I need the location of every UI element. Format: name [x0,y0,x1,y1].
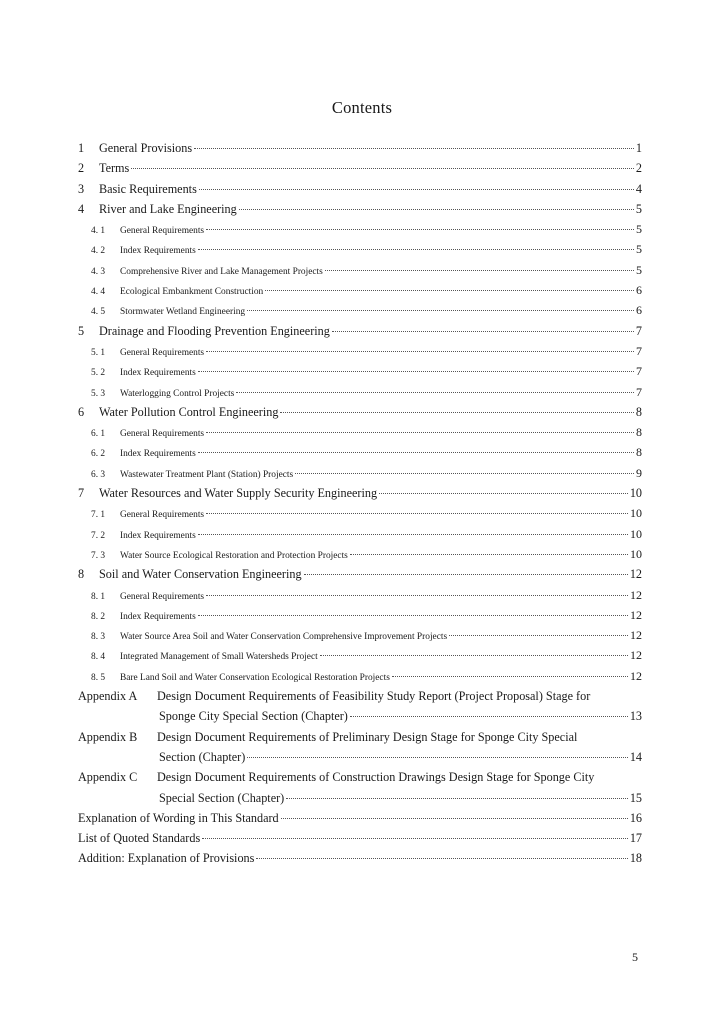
entry-number: 6. 1 [91,429,106,440]
toc-entry-4-1[interactable] [78,222,642,242]
entry-page: 18 [629,851,642,866]
entry-number: 6 [78,404,85,419]
dot-leader [239,209,634,210]
toc-entry-8-4[interactable] [78,648,642,668]
entry-page: 10 [630,526,642,541]
toc-entry-5-3[interactable] [78,385,642,405]
toc-appendix-a-line1[interactable] [78,689,642,709]
entry-label: General Requirements [120,226,205,237]
entry-page: 13 [629,709,642,724]
entry-page: 10 [630,506,642,521]
entry-label: Water Source Ecological Restoration and Protection Projects [120,550,348,561]
entry-number: 1 [78,141,85,155]
entry-number: 4. 4 [91,287,106,298]
entry-number: 7. 2 [91,530,106,541]
entry-label: River and Lake Engineering [99,201,237,216]
entry-number: 5. 1 [91,347,106,358]
page-title: Contents [331,98,393,117]
toc-entry-quoted-standards[interactable] [78,831,642,851]
toc-entry-8-5[interactable] [78,669,642,689]
entry-page: 12 [630,628,642,643]
entry-page: 5 [636,222,642,237]
entry-number: 4. 2 [91,246,106,257]
entry-number: 7. 3 [91,550,106,561]
entry-page: 4 [635,181,642,196]
entry-label: Water Pollution Control Engineering [99,404,279,419]
entry-label: Basic Requirements [99,181,197,196]
entry-label: Drainage and Flooding Prevention Engineering [99,323,330,338]
entry-label: Water Resources and Water Supply Security Engineering [99,486,378,501]
dot-leader [304,574,628,575]
entry-label: General Provisions [99,141,193,155]
dot-leader [202,838,628,839]
entry-page: 15 [629,790,642,805]
toc-appendix-c-line1[interactable] [78,770,642,790]
entry-label-continued: Sponge City Special Section (Chapter) [159,709,348,724]
entry-label: General Requirements [120,347,205,358]
entry-page: 10 [629,486,642,501]
entry-page: 14 [629,749,642,764]
entry-page: 2 [635,161,642,176]
entry-number: 6. 3 [91,469,106,480]
toc-entry-7[interactable] [78,486,642,506]
entry-page: 12 [630,607,642,622]
entry-label: Ecological Embankment Construction [120,287,264,298]
entry-number: 5. 2 [91,368,106,379]
entry-number: 7 [78,486,85,501]
entry-page: 8 [635,404,642,419]
entry-label: Comprehensive River and Lake Management Projects [120,266,323,277]
dot-leader [280,412,633,413]
dot-leader [286,798,628,799]
toc-entry-8[interactable] [78,567,642,587]
dot-leader [206,513,628,514]
entry-label: Explanation of Wording in This Standard [78,810,279,825]
dot-leader [206,432,634,433]
entry-label: Index Requirements [120,449,196,460]
entry-page: 16 [629,810,642,825]
toc-entry-4-2[interactable] [78,242,642,262]
dot-leader [265,290,634,291]
dot-leader [131,168,634,169]
toc-appendix-c-line2[interactable] [78,791,642,811]
toc-entry-4-3[interactable] [78,263,642,283]
entry-page: 5 [635,201,642,216]
entry-label: Index Requirements [120,611,196,622]
entry-label: Index Requirements [120,246,196,257]
entry-number: 4. 3 [91,266,106,277]
entry-label: Water Source Area Soil and Water Conservation Comprehensive Improvement Projects [120,632,448,643]
entry-number: 8. 2 [91,611,106,622]
entry-page: 8 [636,445,642,460]
toc-entry-5-1[interactable] [78,344,642,364]
entry-number: 8. 1 [91,591,106,602]
entry-number: 8. 5 [91,672,106,683]
entry-label-continued: Special Section (Chapter) [159,790,285,805]
dot-leader [247,757,628,758]
entry-label: Integrated Management of Small Watersheds Project [120,652,318,663]
entry-number: 5. 3 [91,388,106,399]
entry-number: 4 [78,201,85,216]
dot-leader [392,676,628,677]
entry-label: Design Document Requirements of Construction Drawings Design Stage for Sponge City [157,770,595,785]
toc-entry-6[interactable] [78,405,642,425]
entry-label: Terms [99,161,130,176]
dot-leader [320,655,628,656]
appendix-heading: Appendix A [78,689,138,704]
dot-leader [206,595,628,596]
page-number: 5 [632,950,638,964]
entry-page: 1 [635,141,642,155]
entry-label: Waterlogging Control Projects [120,388,235,399]
dot-leader [199,189,634,190]
toc-appendix-b-line2[interactable] [78,750,642,770]
dot-leader [256,858,627,859]
entry-page: 7 [636,364,642,379]
dot-leader [247,310,634,311]
entry-page: 7 [635,323,642,338]
toc-entry-4-4[interactable] [78,283,642,303]
toc-entry-8-2[interactable] [78,608,642,628]
toc-entry-3[interactable] [78,182,642,202]
toc-entry-7-2[interactable] [78,527,642,547]
dot-leader [325,270,634,271]
entry-page: 6 [636,283,642,298]
entry-label: Index Requirements [120,368,196,379]
entry-number: 4. 1 [91,226,106,237]
entry-page: 9 [636,465,642,480]
entry-page: 5 [636,262,642,277]
table-of-contents [78,141,642,872]
toc-entry-addition[interactable] [78,851,642,871]
entry-page: 10 [630,546,642,561]
entry-page: 12 [630,668,642,683]
entry-label: General Requirements [120,429,205,440]
toc-entry-4-5[interactable] [78,303,642,323]
entry-number: 5 [78,323,85,338]
toc-appendix-a-line2[interactable] [78,709,642,729]
dot-leader [198,249,634,250]
toc-entry-5[interactable] [78,324,642,344]
entry-label: List of Quoted Standards [78,831,201,846]
entry-page: 8 [636,425,642,440]
dot-leader [206,351,634,352]
dot-leader [198,371,634,372]
entry-number: 7. 1 [91,510,106,521]
dot-leader [236,392,634,393]
entry-number: 3 [78,181,85,196]
toc-entry-6-1[interactable] [78,425,642,445]
entry-label: Bare Land Soil and Water Conservation Ecological Restoration Projects [120,672,390,683]
toc-entry-4[interactable] [78,202,642,222]
dot-leader [379,493,628,494]
toc-entry-8-1[interactable] [78,588,642,608]
dot-leader [449,635,628,636]
toc-entry-7-3[interactable] [78,547,642,567]
entry-page: 12 [630,648,642,663]
entry-number: 6. 2 [91,449,106,460]
toc-entry-1[interactable] [78,141,642,161]
dot-leader [350,716,628,717]
entry-page: 6 [636,303,642,318]
toc-entry-7-1[interactable] [78,506,642,526]
entry-label: General Requirements [120,591,205,602]
dot-leader [198,534,628,535]
entry-label: Index Requirements [120,530,196,541]
entry-page: 5 [636,242,642,257]
dot-leader [295,473,634,474]
entry-page: 7 [636,384,642,399]
entry-page: 12 [630,587,642,602]
dot-leader [194,148,634,149]
toc-entry-6-2[interactable] [78,445,642,465]
entry-label: General Requirements [120,510,205,521]
dot-leader [281,818,628,819]
entry-number: 4. 5 [91,307,106,318]
toc-entry-2[interactable] [78,161,642,181]
toc-entry-6-3[interactable] [78,466,642,486]
toc-entry-5-2[interactable] [78,364,642,384]
entry-label: Design Document Requirements of Preliminary Design Stage for Sponge City Special [157,729,578,744]
entry-page: 12 [629,567,642,582]
entry-label: Design Document Requirements of Feasibility Study Report (Project Proposal) Stage for [157,689,591,704]
dot-leader [206,229,634,230]
toc-appendix-b-line1[interactable] [78,730,642,750]
toc-entry-8-3[interactable] [78,628,642,648]
entry-number: 2 [78,161,85,176]
entry-label: Addition: Explanation of Provisions [78,851,255,866]
entry-label: Stormwater Wetland Engineering [120,307,246,318]
dot-leader [198,615,628,616]
entry-label: Soil and Water Conservation Engineering [99,567,302,582]
entry-number: 8. 4 [91,652,106,663]
entry-number: 8 [78,567,85,582]
dot-leader [198,452,634,453]
entry-page: 17 [629,831,642,846]
dot-leader [350,554,628,555]
entry-label: Wastewater Treatment Plant (Station) Projects [120,469,294,480]
entry-label-continued: Section (Chapter) [159,749,246,764]
appendix-heading: Appendix B [78,729,138,744]
entry-number: 8. 3 [91,632,106,643]
toc-entry-wording[interactable] [78,811,642,831]
entry-page: 7 [636,343,642,358]
dot-leader [332,331,634,332]
appendix-heading: Appendix C [78,770,138,785]
